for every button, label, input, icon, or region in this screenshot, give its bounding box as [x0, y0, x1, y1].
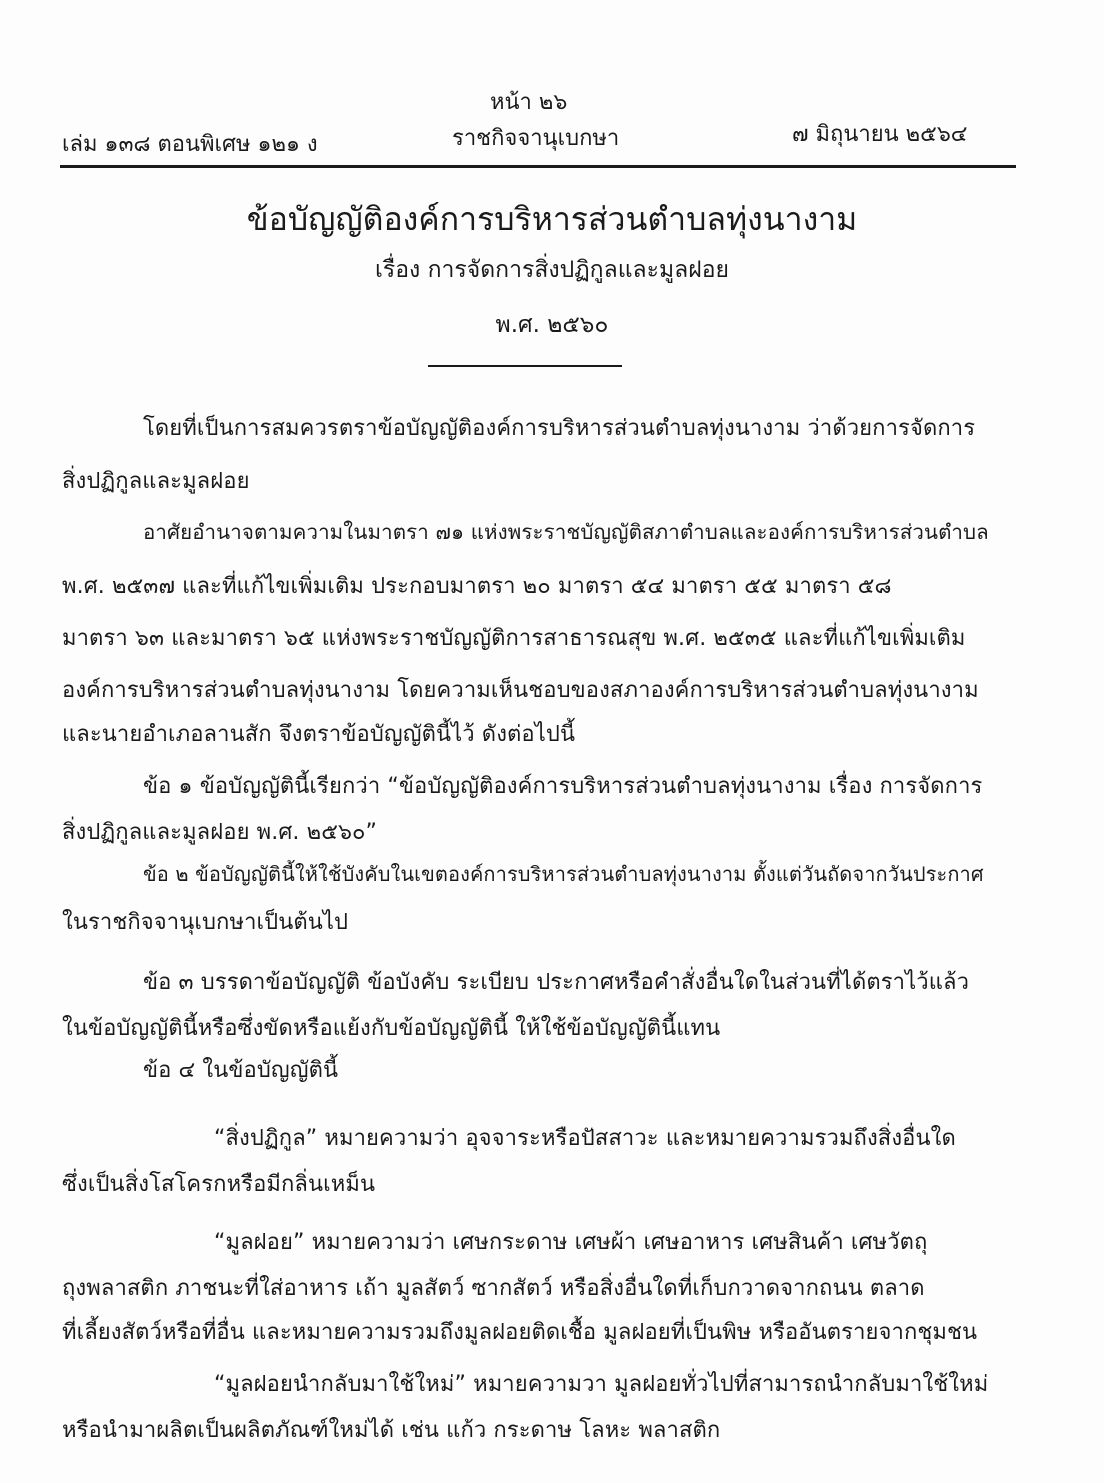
definition-line: “มูลฝอยนำกลับมาใช้ใหม่” หมายความวา มูลฝอยทั่วไปที่สามารถนำกลับมาใช้ใหม่	[214, 1372, 989, 1397]
document-title: ข้อบัญญัติองค์การบริหารส่วนตำบลทุ่งนางาม	[246, 200, 858, 238]
clause-3-line: ข้อ ๓ บรรดาข้อบัญญัติ ข้อบังคับ ระเบียบ ประกาศหรือคำสั่งอื่นใดในส่วนที่ได้ตราไว้แล้ว	[143, 970, 970, 995]
clause-1-line: ข้อ ๑ ข้อบัญญัตินี้เรียกว่า “ข้อบัญญัติองค์การบริหารส่วนตำบลทุ่งนางาม เรื่อง การจัดการ	[143, 774, 983, 799]
document-subject: เรื่อง การจัดการสิ่งปฏิกูลและมูลฝอย	[375, 257, 729, 283]
definition-line: “สิ่งปฏิกูล” หมายความว่า อุจจาระหรือปัสสาวะ และหมายความรวมถึงสิ่งอื่นใด	[214, 1126, 956, 1151]
volume-issue: เล่ม ๑๓๘ ตอนพิเศษ ๑๒๑ ง	[62, 132, 318, 157]
preamble-line: โดยที่เป็นการสมควรตราข้อบัญญัติองค์การบริหารส่วนตำบลทุ่งนางาม ว่าด้วยการจัดการ	[143, 416, 976, 441]
clause-1-line: สิ่งปฏิกูลและมูลฝอย พ.ศ. ๒๕๖๐”	[62, 820, 378, 845]
authority-line: องค์การบริหารส่วนตำบลทุ่งนางาม โดยความเห็นชอบของสภาองค์การบริหารส่วนตำบลทุ่งนางาม	[62, 678, 979, 703]
authority-line: มาตรา ๖๓ และมาตรา ๖๕ แห่งพระราชบัญญัติการสาธารณสุข พ.ศ. ๒๕๓๕ และที่แก้ไขเพิ่มเติม	[62, 626, 966, 651]
title-divider	[428, 365, 622, 367]
preamble-line: สิ่งปฏิกูลและมูลฝอย	[62, 469, 250, 494]
authority-line: พ.ศ. ๒๕๓๗ และที่แก้ไขเพิ่มเติม ประกอบมาตรา ๒๐ มาตรา ๕๔ มาตรา ๕๕ มาตรา ๕๘	[62, 574, 892, 599]
definition-line: “มูลฝอย” หมายความว่า เศษกระดาษ เศษผ้า เศษอาหาร เศษสินค้า เศษวัตถุ	[214, 1230, 928, 1255]
definition-line: ที่เลี้ยงสัตว์หรือที่อื่น และหมายความรวมถึงมูลฝอยติดเชื้อ มูลฝอยที่เป็นพิษ หรืออันตรายจากชุมชน	[62, 1320, 978, 1345]
header-divider	[60, 165, 1016, 168]
clause-2-line: ข้อ ๒ ข้อบัญญัตินี้ให้ใช้บังคับในเขตองค์การบริหารส่วนตำบลทุ่งนางาม ตั้งแต่วันถัดจากวันประกาศ	[143, 862, 984, 886]
publication-date: ๗ มิถุนายน ๒๕๖๔	[792, 122, 968, 147]
definition-line: ถุงพลาสติก ภาชนะที่ใส่อาหาร เถ้า มูลสัตว์ ซากสัตว์ หรือสิ่งอื่นใดที่เก็บกวาดจากถนน ตลาด	[62, 1276, 925, 1301]
authority-line: และนายอำเภอลานสัก จึงตราข้อบัญญัตินี้ไว้ ดังต่อไปนี้	[62, 722, 576, 747]
clause-3-line: ในข้อบัญญัตินี้หรือซึ่งขัดหรือแย้งกับข้อบัญญัตินี้ ให้ใช้ข้อบัญญัตินี้แทน	[62, 1016, 721, 1041]
clause-4-line: ข้อ ๔ ในข้อบัญญัตินี้	[143, 1058, 339, 1083]
page-number: หน้า ๒๖	[490, 90, 568, 115]
definition-line: ซึ่งเป็นสิ่งโสโครกหรือมีกลิ่นเหม็น	[62, 1172, 376, 1197]
gazette-name: ราชกิจจานุเบกษา	[452, 126, 620, 151]
authority-line: อาศัยอำนาจตามความในมาตรา ๗๑ แห่งพระราชบัญญัติสภาตำบลและองค์การบริหารส่วนตำบล	[143, 520, 989, 544]
clause-2-line: ในราชกิจจานุเบกษาเป็นต้นไป	[62, 910, 349, 935]
document-year: พ.ศ. ๒๕๖๐	[495, 312, 609, 338]
definition-line: หรือนำมาผลิตเป็นผลิตภัณฑ์ใหม่ได้ เช่น แก้ว กระดาษ โลหะ พลาสติก	[62, 1418, 721, 1443]
